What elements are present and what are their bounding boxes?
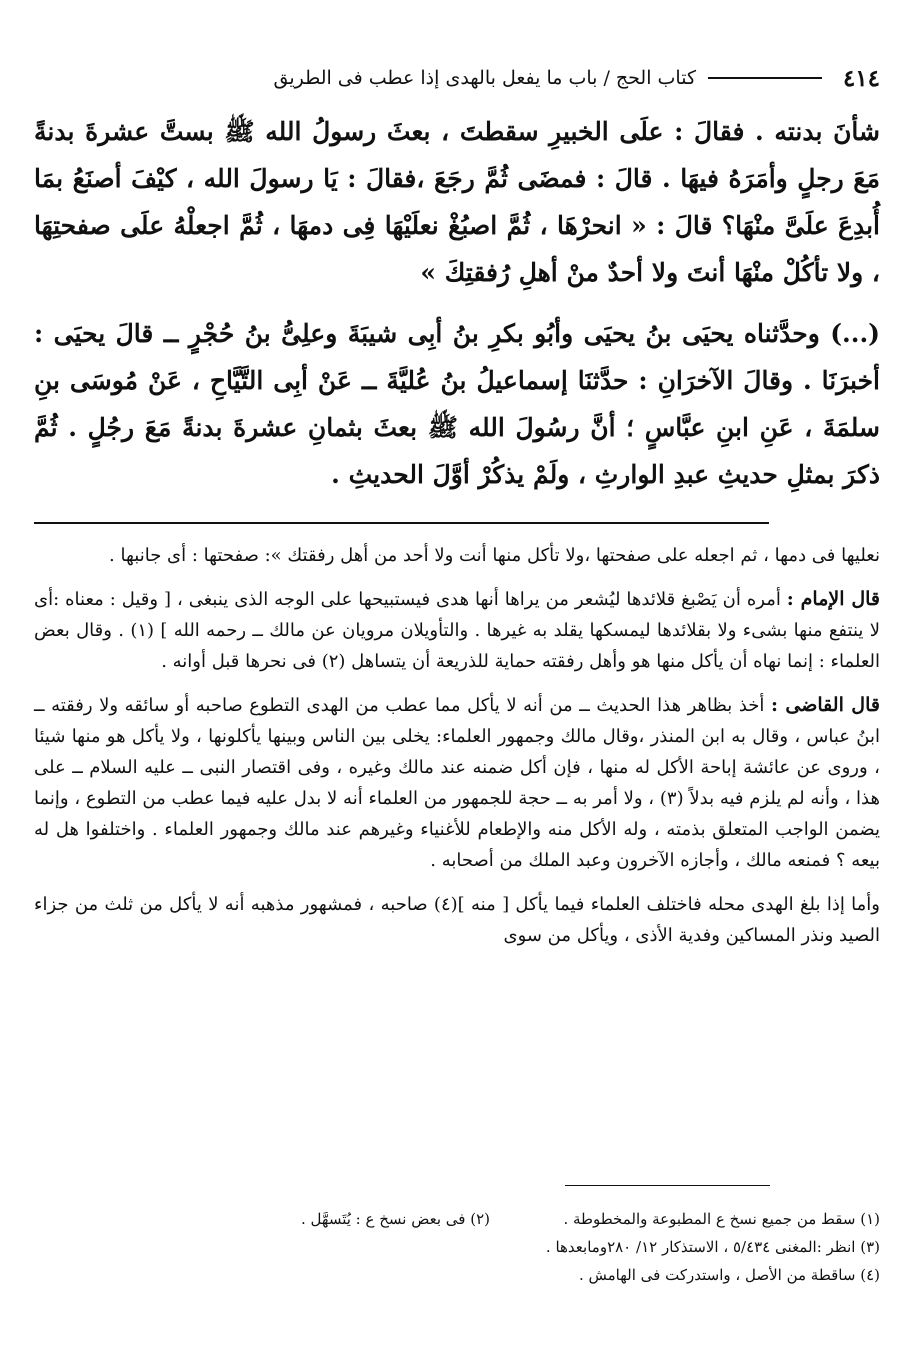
footnote-row [34,1205,880,1233]
commentary-imam [34,584,880,677]
qadi-comment-text: أخذ بظاهر هذا الحديث ــ من أنه لا يأكل مما عطب من الهدى التطوع صاحبه أو سائقه ولا رفقته ــ ابنُ عباس ، وقال به ابن المنذر ،وقال مالك وجمهور العلماء: يخلى بين الناس وبينها يأكلونها ، ولا يأكل هو منها شيئا ، وروى عن عائشة إباحة الأكل له منها ، فإن أكل ضمنه عند مالك وغيره ، وفى اقتصار النبى ــ عليه السلام ــ على هذا ، وأنه لم يلزم فيه بدلاً (٣) ، ولا أمر به ــ حجة للجمهور من العلماء أنه لا بدل عليه فيما عطب من التطوع ، وإنما يضمن الواجب المتعلق بذمته ، وله الأكل منه والإطعام للأغنياء وغيرهم عند مالك وجمهور العلماء . واختلفوا هل له بيعه ؟ فمنعه مالك ، وأجازه الآخرون وعبد الملك من أصحابه . [34,695,880,871]
commentary-final: وأما إذا بلغ الهدى محله فاختلف العلماء فيما يأكل [ منه ](٤) صاحبه ، فمشهور مذهبه أنه لا يأكل من ثلث من جزاء الصيد ونذر المساكين وفدية الأذى ، ويأكل من سوى [34,894,880,946]
footnote-2: (٢) فى بعض نسخ ع : يُتَسهَّل . [301,1210,490,1228]
page-number: ٤١٤ [842,64,880,92]
hadith-paragraph: (...) وحدَّثناه يحيَى بنُ يحيَى وأبُو بكرِ بنُ أبِى شيبَةَ وعلِىُّ بنُ حُجْرٍ ــ قالَ يحيَى : أخبرَنَا . وقالَ الآخرَانِ : حدَّثنَا إسماعيلُ بنُ عُليَّةَ ــ عَنْ أبِى التَّيَّاحِ ، عَنْ مُوسَى بنِ سلمَةَ ، عَنِ ابنِ عبَّاسٍ ؛ أنَّ رسُولَ الله ﷺ بعثَ بثمانِ عشرةَ بدنةً مَعَ رجُلٍ . ثُمَّ ذكرَ بمثلِ حديثِ عبدِ الوارثِ ، ولَمْ يذكُرْ أوَّلَ الحديثِ . [34,319,881,489]
hadith-paragraph: شأنَ بدنته . فقالَ : علَى الخبيرِ سقطتَ ، بعثَ رسولُ الله ﷺ بستَّ عشرةَ بدنةً مَعَ رجلٍ وأمَرَهُ فيهَا . قالَ : فمضَى ثُمَّ رجَعَ ،فقالَ : يَا رسولَ الله ، كيْفَ أصنَعُ بمَا أُبدِعَ علَىَّ منْهَا؟ قالَ : « انحرْهَا ، ثُمَّ اصبُغْ نعلَيْهَا فِى دمهَا ، ثُمَّ اجعلْهُ علَى صفحتِهَا ، ولا تأكُلْ منْهَا أنتَ ولا أحدٌ منْ أهلِ رُفقتِكَ » [34,117,880,287]
commentary-intro: نعليها فى دمها ، ثم اجعله على صفحتها ،ولا تأكل منها أنت ولا أحد من أهل رفقتك »: صفحتها : أى جانبها . [109,545,880,566]
imam-comment-text: أمره أن يَصْبغ قلائدها ليُشعر من يراها أنها هدى فيستبيحها على الوجه الذى ينبغى ، [ وقيل : معناه :أى لا ينتفع منها بشىء ولا بقلائدها ليمسكها يقلد به غيرها . والتأويلان مرويان عن مالك ــ رحمه الله ] (١) . وقال بعض العلماء : إنما نهاه أن يأكل منها هو وأهل رفقته حماية للذريعة أن يتساهل (٢) فى نحرها قبل أوانه . [34,589,881,672]
footnote-divider [565,1185,770,1186]
footnote-3: (٣) انظر :المغنى ٥/٤٣٤ ، الاستذكار ١٢/ ٢٨٠ومابعدها . [545,1238,880,1256]
speaker-label-imam: قال الإمام : [786,588,880,610]
commentary-qadi [34,690,880,876]
page-header [34,62,880,94]
footnote-4: (٤) ساقطة من الأصل ، واستدركت فى الهامش . [578,1266,880,1284]
footnotes [34,1205,880,1289]
header-rule [708,77,822,79]
running-title: كتاب الحج / باب ما يفعل بالهدى إذا عطب فى الطريق [273,67,696,89]
speaker-label-qadi: قال القاضى : [770,694,880,716]
text-divider [34,522,769,524]
hadith-text [34,108,880,498]
footnote-1: (١) سقط من جميع نسخ ع المطبوعة والمخطوطة . [563,1210,880,1228]
commentary [34,540,880,951]
